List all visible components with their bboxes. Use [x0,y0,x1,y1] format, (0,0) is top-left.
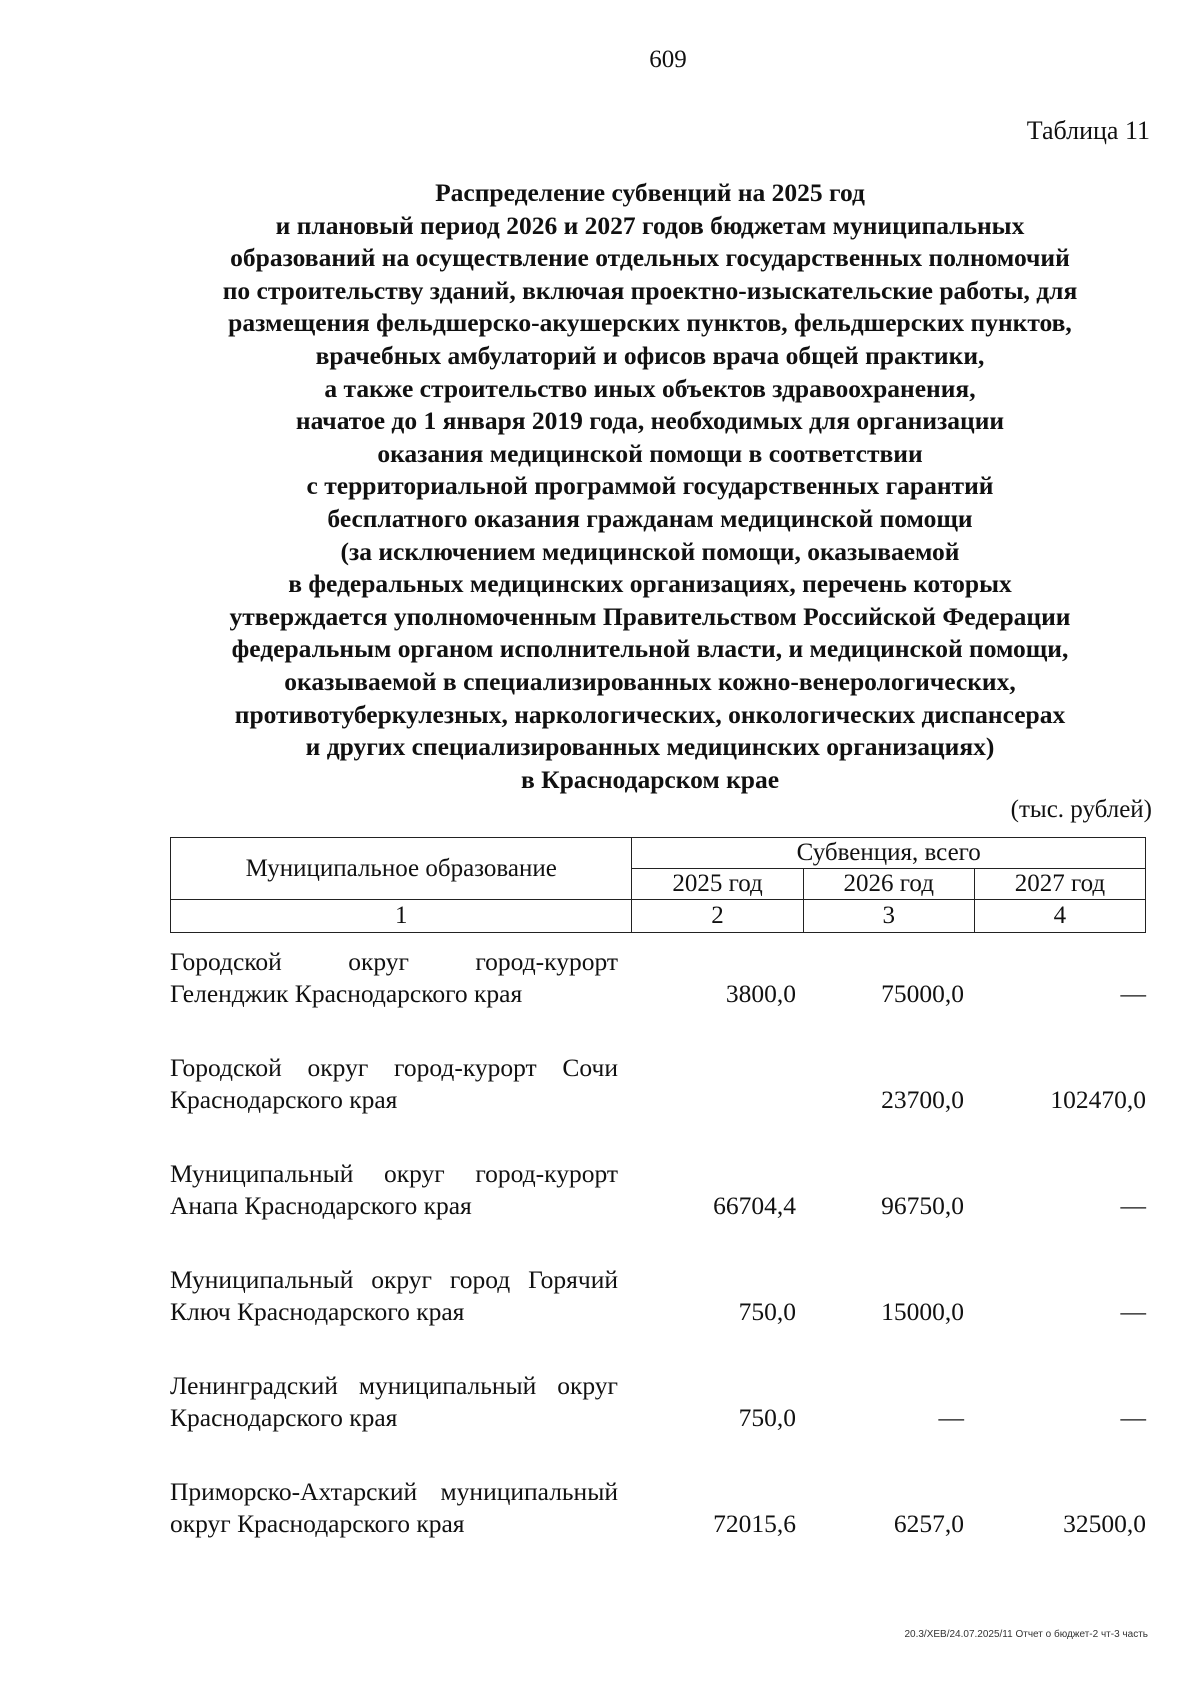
value-2026: 15000,0 [881,1297,964,1326]
column-number: 3 [803,900,974,933]
document-title [150,177,1150,796]
value-2026: 23700,0 [881,1085,964,1114]
table-row [170,1158,1146,1264]
title-line: федеральным органом исполнительной власти, и медицинской помощи, [231,634,1069,664]
header-year-2026: 2026 год [803,869,974,900]
municipality-name: Городской округ город-курорт Сочи Краснодарского края [170,1053,618,1114]
table-header [170,837,1146,933]
value-2025 [630,1052,800,1084]
municipality-name: Муниципальный округ город Горячий Ключ Краснодарского края [170,1265,618,1326]
title-line: по строительству зданий, включая проектно-изыскательские работы, для [222,275,1078,305]
municipality-name: Приморско-Ахтарский муниципальный округ Краснодарского края [170,1477,618,1538]
header-year-2027: 2027 год [974,869,1145,900]
header-year-2025: 2025 год [632,869,803,900]
title-line: и плановый период 2026 и 2027 годов бюджетам муниципальных [275,210,1025,240]
value-2027: 102470,0 [1050,1085,1146,1114]
value-2025: 66704,4 [713,1191,796,1220]
column-number: 4 [974,900,1145,933]
table-body [170,946,1146,1582]
value-2027: — [1120,1403,1146,1432]
table-row [170,946,1146,1052]
value-2027: — [1120,1297,1146,1326]
value-2026: 6257,0 [893,1509,964,1538]
units-label: (тыс. рублей) [1010,796,1152,823]
column-number: 1 [171,900,632,933]
header-subvention-total: Субвенция, всего [632,838,1146,869]
title-line: оказываемой в специализированных кожно-венерологических, [284,666,1016,696]
title-line: в федеральных медицинских организациях, перечень которых [288,569,1012,599]
page-number: 609 [649,46,687,73]
title-line: а также строительство иных объектов здравоохранения, [324,373,976,403]
title-line: Распределение субвенций на 2025 год [435,178,865,207]
title-line: начатое до 1 января 2019 года, необходимых для организации [295,406,1005,436]
value-2027: 32500,0 [1063,1509,1146,1538]
table-row [170,1476,1146,1582]
value-2025: 3800,0 [725,979,796,1008]
table-label: Таблица 11 [1026,116,1150,145]
title-line: противотуберкулезных, наркологических, онкологических диспансерах [234,699,1066,729]
value-2027: — [1120,979,1146,1008]
value-2026: 96750,0 [881,1191,964,1220]
title-line: размещения фельдшерско-акушерских пунктов, фельдшерских пунктов, [228,308,1072,338]
municipality-name: Городской округ город-курорт Геленджик Краснодарского края [170,947,618,1008]
title-line: врачебных амбулаторий и офисов врача общей практики, [315,340,985,370]
value-2025: 750,0 [738,1297,796,1326]
title-line: с территориальной программой государственных гарантий [306,471,994,501]
value-2025: 750,0 [738,1403,796,1432]
value-2026: 75000,0 [881,979,964,1008]
value-2027: — [1120,1191,1146,1220]
column-number: 2 [632,900,803,933]
title-line: оказания медицинской помощи в соответствии [377,438,923,468]
table-row [170,1052,1146,1158]
title-line: в Краснодарском крае [520,764,780,794]
table-row [170,1264,1146,1370]
title-line: образований на осуществление отдельных государственных полномочий [230,243,1070,273]
footer-meta: 20.3/XEB/24.07.2025/11 Отчет о бюджет-2 чт-3 часть [904,1629,1148,1640]
title-line: (за исключением медицинской помощи, оказываемой [340,536,960,566]
value-2026: — [938,1403,964,1432]
table-row [170,1370,1146,1476]
municipality-name: Ленинградский муниципальный округ Краснодарского края [170,1371,618,1432]
header-municipality: Муниципальное образование [171,838,632,900]
municipality-name: Муниципальный округ город-курорт Анапа Краснодарского края [170,1159,618,1220]
title-line: и других специализированных медицинских организациях) [305,732,995,762]
value-2025: 72015,6 [713,1509,796,1538]
title-line: утверждается уполномоченным Правительством Российской Федерации [229,601,1071,631]
title-line: бесплатного оказания гражданам медицинской помощи [327,503,973,533]
